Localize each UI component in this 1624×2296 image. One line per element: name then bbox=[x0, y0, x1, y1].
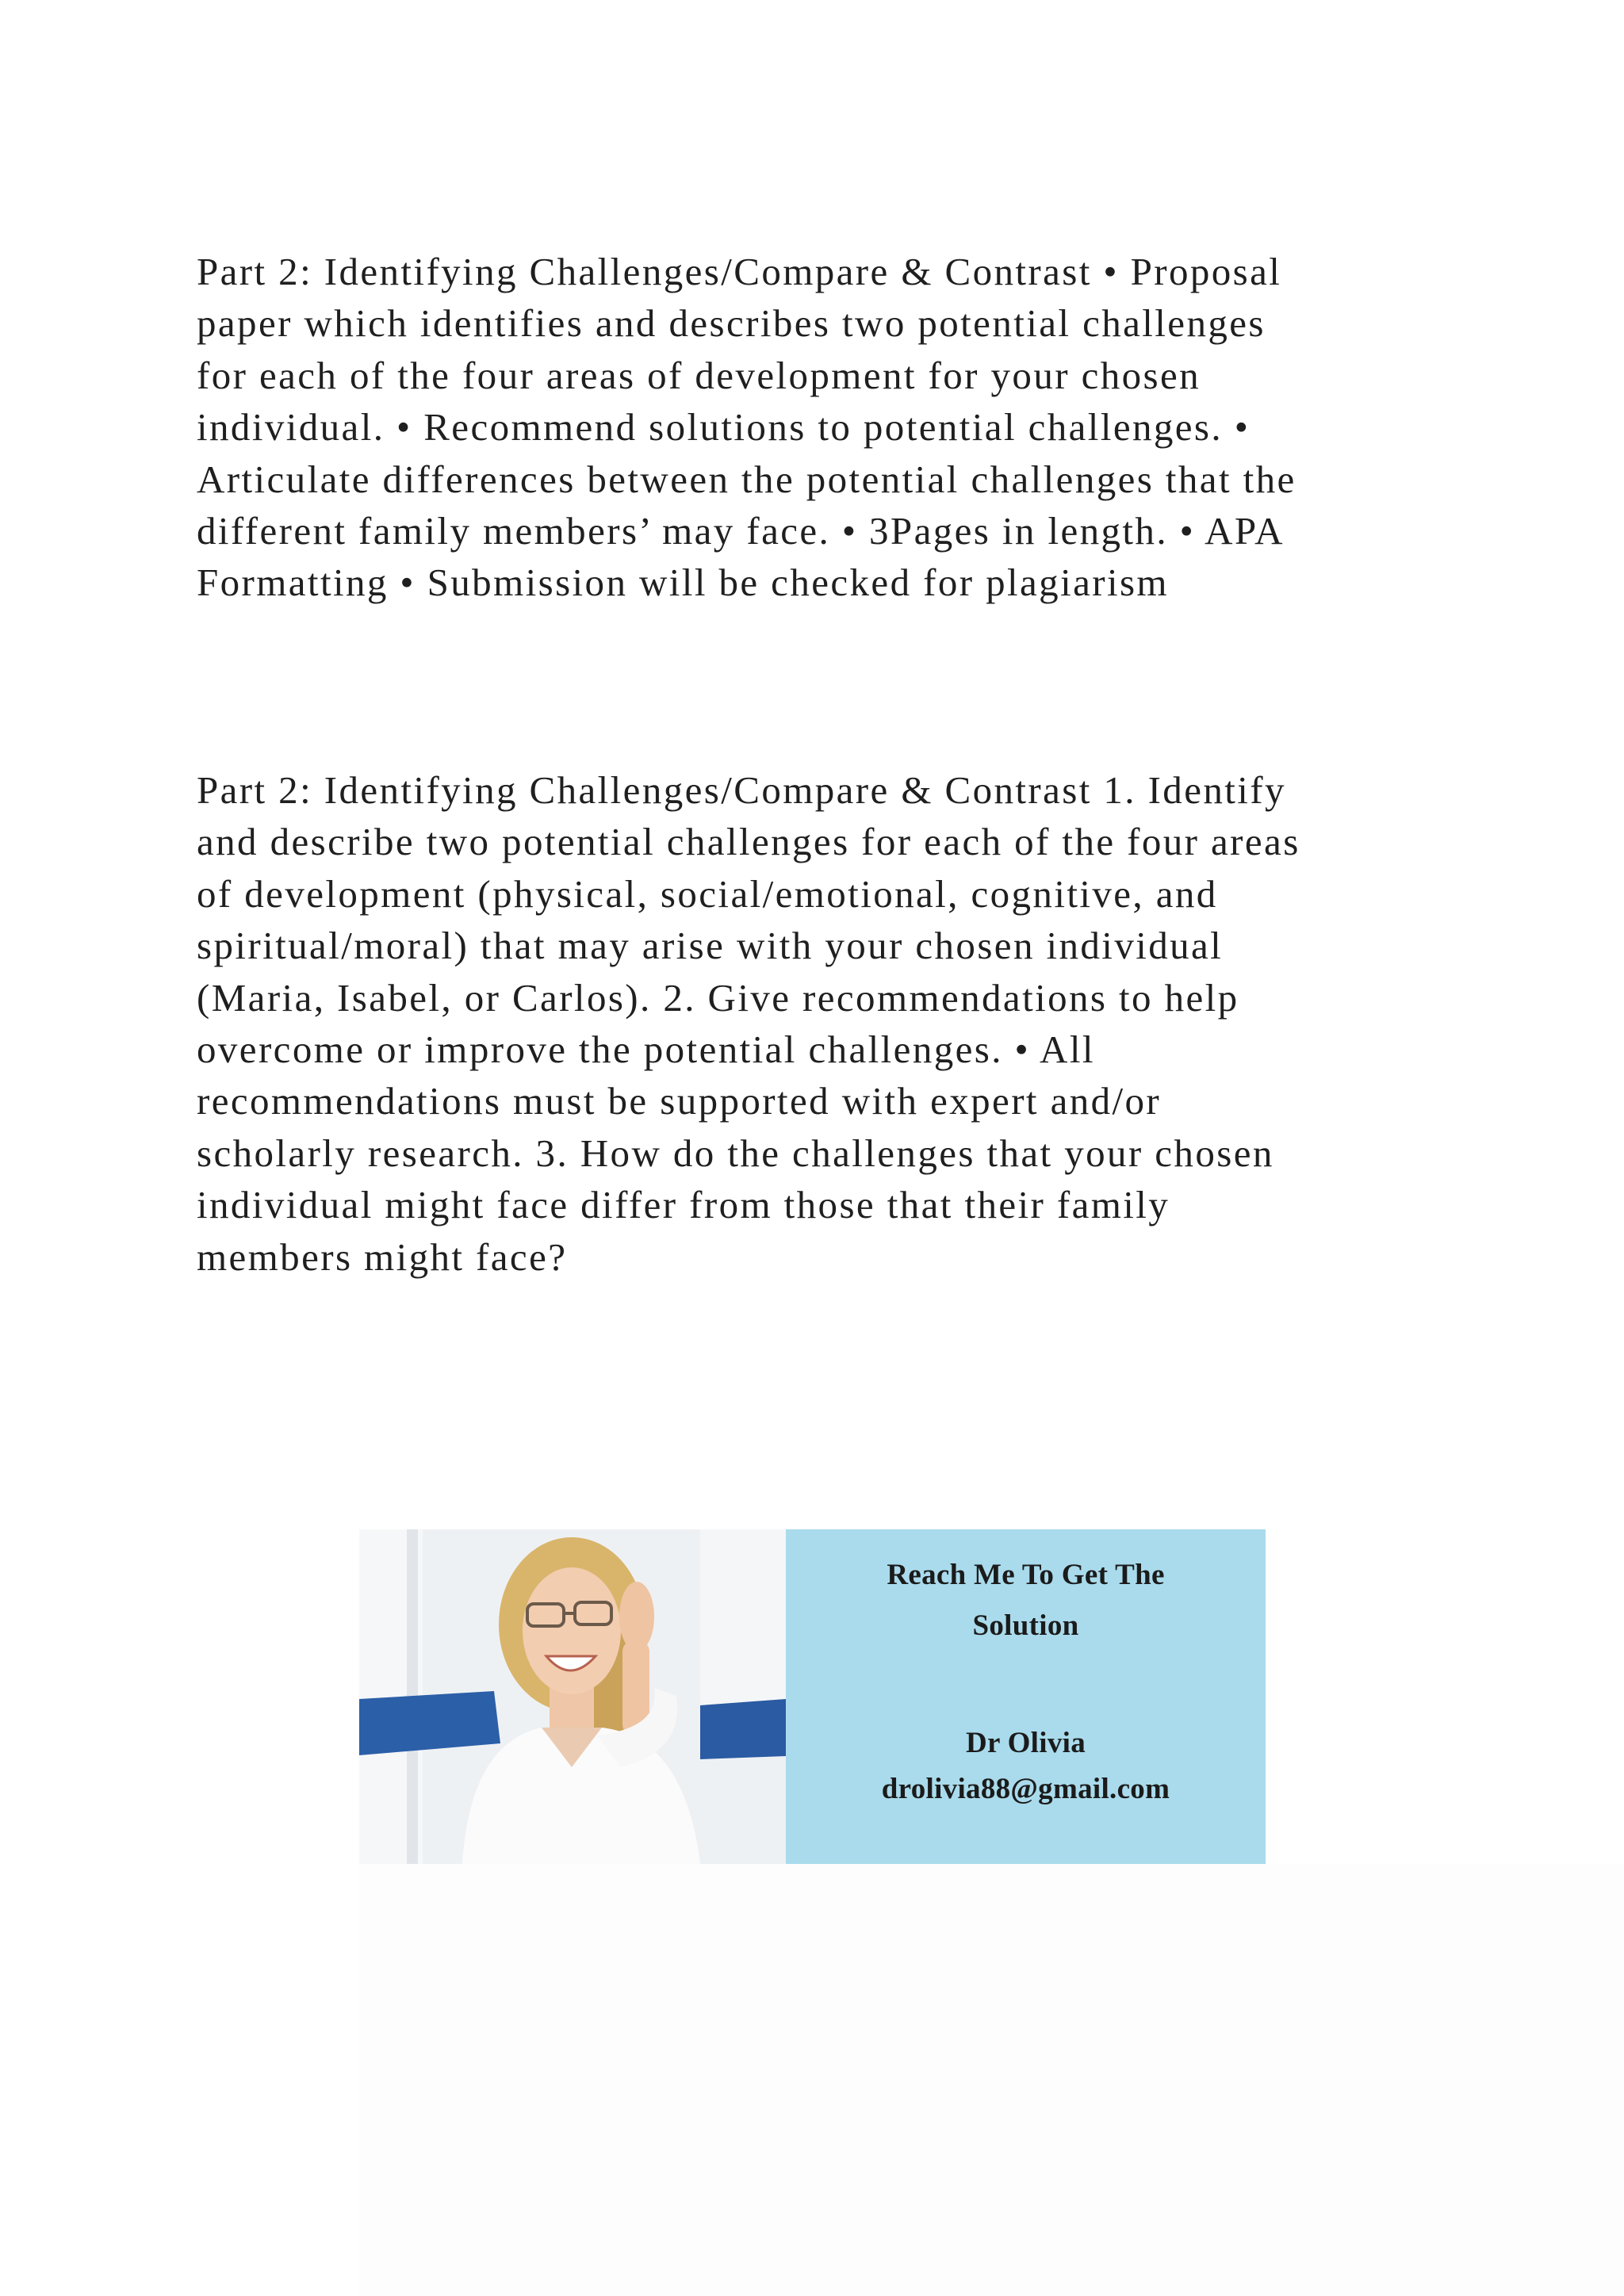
contact-panel bbox=[786, 1529, 1266, 1864]
cta-line-2: Solution bbox=[972, 1609, 1079, 1642]
woman-photo bbox=[359, 1529, 786, 1864]
paragraph-assignment-details: Part 2: Identifying Challenges/Compare & Contrast 1. Identify and describe two potential challenges for each of the four areas of development (physical, social/emotional, cognitive, and spiritual/moral) that may arise with your chosen individual (Maria, Isabel, or Carlos). 2. Give recommendations to help overcome or improve the potential challenges. • All recommendations must be supported with expert and/or scholarly research. 3. How do the challenges that your chosen individual might face differ from those that their family members might face? bbox=[197, 768, 1300, 1279]
paragraph-assignment-summary: Part 2: Identifying Challenges/Compare & Contrast • Proposal paper which identifies and describes two potential challenges for each of the four areas of development for your chosen individual. • Recommend solutions to potential challenges. • Articulate differences between the potential challenges that the different family members’ may face. • 3Pages in length. • APA Formatting • Submission will be checked for plagiarism bbox=[197, 250, 1297, 605]
contact-email: drolivia88@gmail.com bbox=[881, 1773, 1170, 1805]
contact-name: Dr Olivia bbox=[965, 1727, 1086, 1759]
blank-area bbox=[359, 1864, 1624, 2296]
smiling-woman-photo-icon bbox=[359, 1529, 786, 1864]
cta-line-1: Reach Me To Get The bbox=[887, 1559, 1165, 1591]
contact-banner bbox=[359, 1529, 1266, 1864]
